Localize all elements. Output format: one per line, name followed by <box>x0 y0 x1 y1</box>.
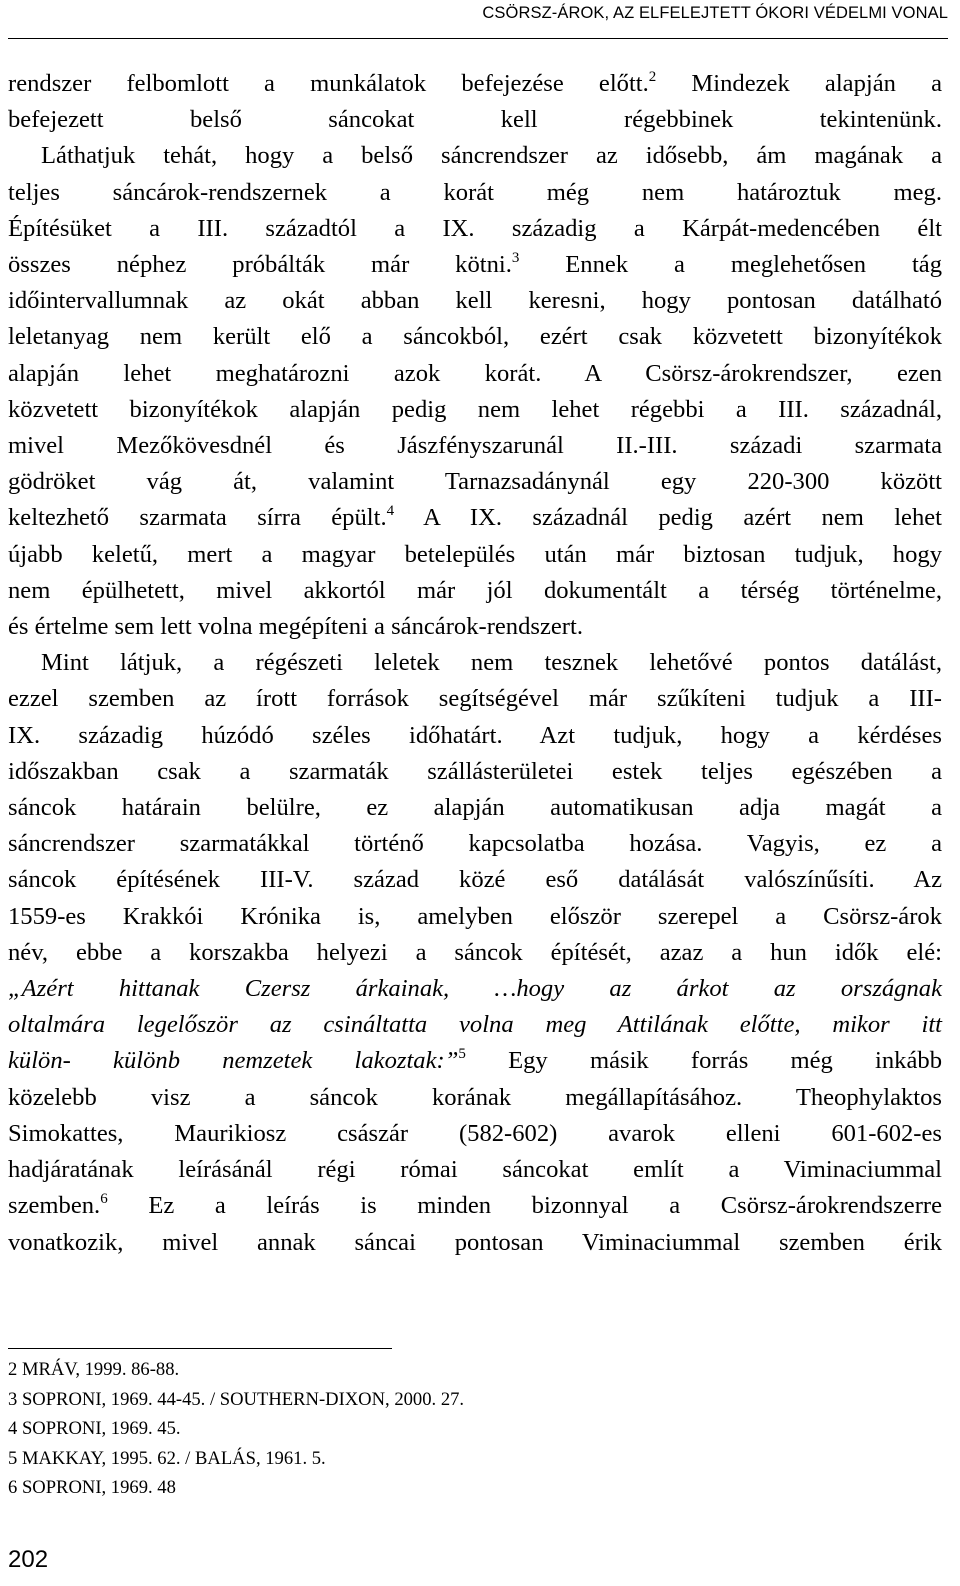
footnote-ref: 5 <box>458 1046 466 1063</box>
text-line: leletanyag nem került elő a sáncokból, ezért csak közvetett bizonyítékok <box>8 323 942 351</box>
text-line: Láthatjuk tehát, hogy a belső sáncrendszer az idősebb, ám magának a <box>41 142 942 170</box>
text-line: szemben.$^6$ Ez a leírás is minden bizonnyal a Csörsz-árokrendszerre <box>8 1191 942 1220</box>
footnote-ref: 2 <box>648 69 657 85</box>
text-line: időintervallumnak az okát abban kell keresni, hogy pontosan datálható <box>8 287 942 315</box>
text-line: alapján lehet meghatározni azok korát. A Csörsz-árokrendszer, ezen <box>8 359 942 387</box>
text-line: nem épülhetett, mivel akkortól már jól dokumentált a térség történelme, <box>8 576 942 604</box>
footnote: 5 MAKKAY, 1995. 62. / BALÁS, 1961. 5. <box>8 1447 326 1469</box>
text-line <box>8 971 942 1007</box>
header-rule <box>8 38 948 39</box>
text-line: IX. századig húzódó széles időhatárt. Azt tudjuk, hogy a kérdéses <box>8 721 942 749</box>
text-line <box>8 1007 942 1043</box>
text-line: sáncrendszer szarmatákkal történő kapcsolatba hozása. Vagyis, ez a <box>8 830 942 858</box>
text-line: név, ebbe a korszakba helyezi a sáncok építését, azaz a hun idők elé: <box>8 938 942 966</box>
text-line: sáncok határain belülre, ez alapján automatikusan adja magát a <box>8 794 942 822</box>
text-line: befejezett belső sáncokat kell régebbinek tekintenünk. <box>8 106 942 134</box>
footnote-ref: 3 <box>511 250 520 267</box>
text-line: összes néphez próbálták már kötni.$^3$ Ennek a meglehetősen tág <box>8 250 942 279</box>
text-line: külön- különb nemzetek lakoztak:”$^5$ Egy másik forrás még inkább <box>8 1046 942 1075</box>
footnote: 2 MRÁV, 1999. 86-88. <box>8 1359 180 1380</box>
text-line: sáncok építésének III-V. század közé eső datálását valószínűsíti. Az <box>8 866 942 894</box>
footnote: 4 SOPRONI, 1969. 45. <box>8 1418 181 1440</box>
quotation: külön- különb nemzetek lakoztak:” <box>8 1047 459 1075</box>
text-line: és értelme sem lett volna megépíteni a sáncárok-rendszert. <box>8 613 583 641</box>
text-line: mivel Mezőkövesdnél és Jászfényszarunál II.-III. századi szarmata <box>8 432 942 460</box>
footnote-ref: 4 <box>386 503 395 520</box>
footnote-rule <box>8 1348 392 1349</box>
text-line: 1559-es Krakkói Krónika is, amelyben először szerepel a Csörsz-árok <box>8 902 942 930</box>
text-line: hadjáratának leírásánál régi római sáncokat említ a Viminaciummal <box>8 1156 942 1184</box>
footnote-ref: 6 <box>100 1191 108 1208</box>
text-line: Simokattes, Maurikiosz császár (582-602) avarok elleni 601-602-es <box>8 1119 942 1147</box>
quotation: „Azért hittanak Czersz árkainak, …hogy az árkot az országnak <box>8 975 942 1003</box>
text-line: keltezhető szarmata sírra épült.$^4$ A IX. századnál pedig azért nem lehet <box>8 503 942 532</box>
text-line: közelebb visz a sáncok korának megállapításához. Theophylaktos <box>8 1083 942 1111</box>
running-header: CSÖRSZ-ÁROK, AZ ELFELEJTETT ÓKORI VÉDELMI VONAL <box>482 4 948 22</box>
page-number: 202 <box>8 1546 49 1573</box>
footnotes <box>8 1355 908 1503</box>
footnote: 3 SOPRONI, 1969. 44-45. / SOUTHERN-DIXON, 2000. 27. <box>8 1388 465 1410</box>
text-line: Mint látjuk, a régészeti leletek nem tesznek lehetővé pontos datálást, <box>41 649 942 677</box>
body-text <box>8 66 942 1261</box>
footnote: 6 SOPRONI, 1969. 48 <box>8 1477 176 1499</box>
text-line: gödröket vág át, valamint Tarnazsadánynál egy 220-300 között <box>8 468 942 496</box>
text-line: rendszer felbomlott a munkálatok befejezése előtt.$^2$ Mindezek alapján a <box>8 69 942 97</box>
text-line: ezzel szemben az írott források segítségével már szűkíteni tudjuk a III- <box>8 685 942 713</box>
text-line: közvetett bizonyítékok alapján pedig nem lehet régebbi a III. századnál, <box>8 395 942 423</box>
quotation: oltalmára legelőször az csináltatta volna meg Attilának előtte, mikor itt <box>8 1011 942 1039</box>
text-line: teljes sáncárok-rendszernek a korát még nem határoztuk meg. <box>8 178 942 206</box>
text-line: vonatkozik, mivel annak sáncai pontosan Viminaciummal szemben érik <box>8 1228 942 1256</box>
text-line: Építésüket a III. századtól a IX. századig a Kárpát-medencében élt <box>8 214 942 242</box>
text-line: időszakban csak a szarmaták szállásterületei estek teljes egészében a <box>8 757 942 785</box>
text-line: újabb keletű, mert a magyar betelepülés után már biztosan tudjuk, hogy <box>8 540 942 568</box>
